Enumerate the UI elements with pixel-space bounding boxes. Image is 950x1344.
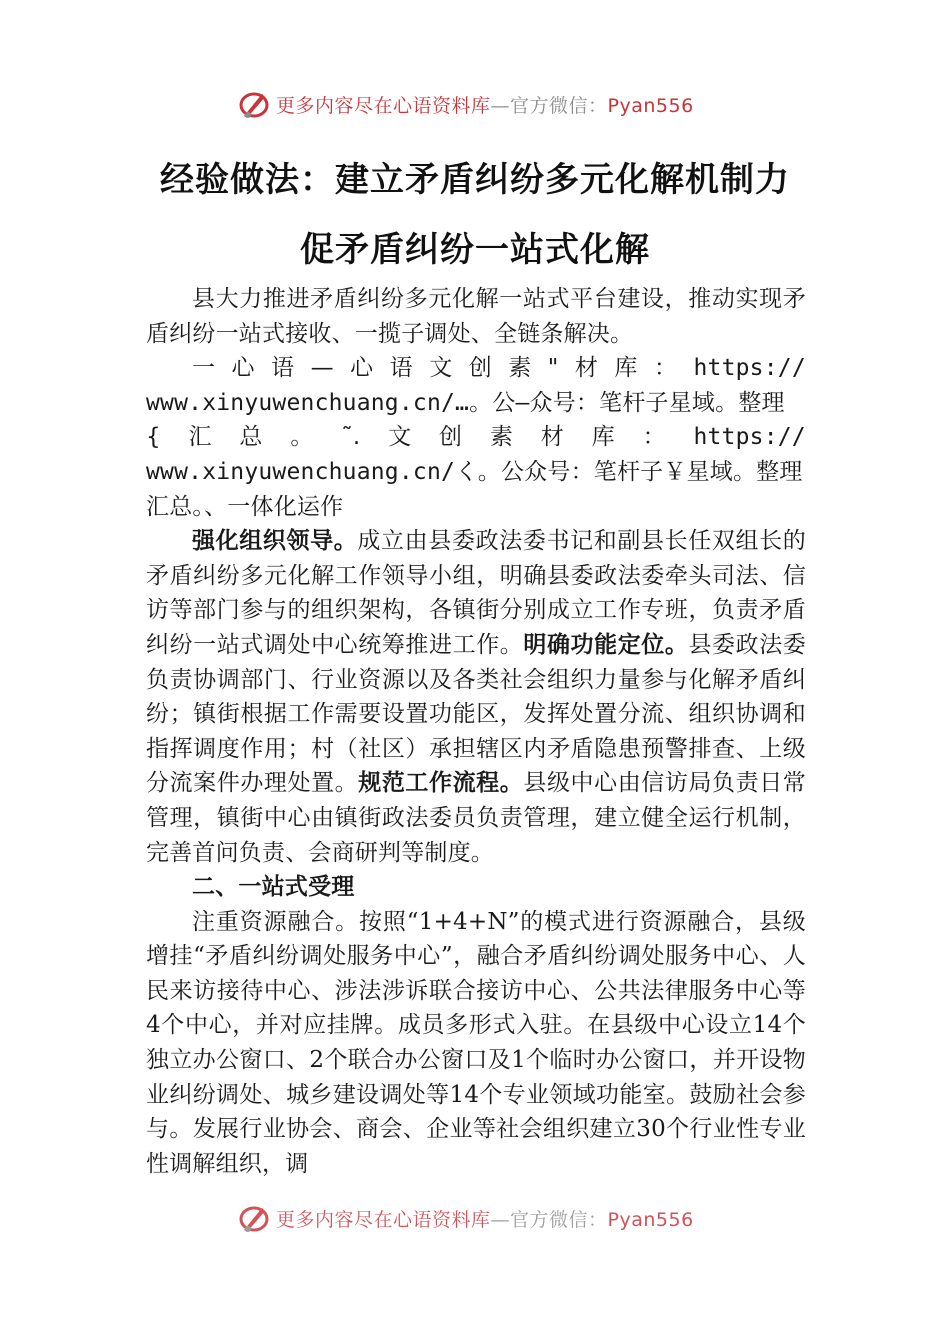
document-title-line2: 促矛盾纠纷一站式化解: [300, 230, 650, 270]
spread-char: 心: [350, 355, 374, 382]
spread-char: 一: [192, 355, 216, 382]
spread-char: 文: [388, 424, 412, 451]
noise-line-4: www.xinyuwenchuang.cn/く。公众号：笔杆子￥星域。整理: [146, 458, 803, 485]
spread-char: {: [146, 424, 161, 451]
spread-char: 库: [591, 424, 615, 451]
spread-char: 。: [290, 424, 314, 451]
section2-heading: 二、一站式受理: [192, 874, 355, 901]
spread-char: ˜.: [341, 424, 361, 451]
spread-char: 创: [439, 424, 463, 451]
spread-char: 语: [271, 355, 295, 382]
spread-char: https://: [693, 424, 806, 451]
spread-char: 心: [231, 355, 255, 382]
noise-line-1: [146, 351, 806, 386]
noise-line-3: [146, 420, 806, 455]
section2-paragraph: 注重资源融合。按照“1+4+N”的模式进行资源融合，县级增挂“矛盾纠纷调处服务中心”，融合矛盾纠纷调处服务中心、人民来访接待中心、涉法涉诉联合接访中心、公共法律服务中心等4个中心，并对应挂牌。成员多形式入驻。在县级中心设立14个独立办公窗口、2个联合办公窗口及1个临时办公窗口，并开设物业纠纷调处、城乡建设调处等14个专业领域功能室。鼓励社会参与。发展行业协会、商会、企业等社会组织建立30个行业性专业性调解组织，调: [146, 908, 806, 1177]
spread-char: https://: [693, 355, 806, 382]
spread-char: 创: [468, 355, 492, 382]
spread-char: 素: [508, 355, 532, 382]
spread-char: 语: [389, 355, 413, 382]
spread-char: —: [310, 355, 334, 382]
spread-char: 文: [429, 355, 453, 382]
spread-char: ：: [653, 355, 678, 382]
watermark-text: 更多内容尽在心语资料库—官方微信：Pyan556: [276, 94, 694, 117]
spread-char: 总: [239, 424, 263, 451]
watermark-header: [236, 84, 694, 124]
document-body: [146, 282, 806, 1181]
spread-char: 库: [614, 355, 638, 382]
spread-char: 汇: [188, 424, 212, 451]
section1-paragraph: 强化组织领导。成立由县委政法委书记和副县长任双组长的矛盾纠纷多元化解工作领导小组，明确县委政法委牵头司法、信访等部门参与的组织架构，各镇街分别成立工作专班，负责矛盾纠纷一站式调处中心统筹推进工作。明确功能定位。县委政法委负责协调部门、行业资源以及各类社会组织力量参与化解矛盾纠纷；镇街根据工作需要设置功能区，发挥处置分流、组织协调和指挥调度作用；村（社区）承担辖区内矛盾隐患预警排查、上级分流案件办理处置。规范工作流程。县级中心由信访局负责日常管理，镇街中心由镇街政法委员负责管理，建立健全运行机制，完善首问负责、会商研判等制度。: [146, 528, 807, 866]
spread-char: ：: [642, 424, 666, 451]
watermark-footer: [236, 1204, 694, 1240]
noise-line-2: www.xinyuwenchuang.cn/…。公—众号：笔杆子星域。整理: [146, 389, 785, 416]
document-title-line1: 经验做法：建立矛盾纠纷多元化解机制力: [160, 160, 790, 200]
brush-logo-icon: [236, 1204, 272, 1236]
section1-heading: 汇总。、一体化运作: [146, 493, 344, 520]
spread-char: 材: [574, 355, 599, 382]
intro-paragraph: 县大力推进矛盾纠纷多元化解一站式平台建设，推动实现矛盾纠纷一站式接收、一揽子调处、全链条解决。: [146, 286, 806, 347]
watermark-text: 更多内容尽在心语资料库—官方微信：Pyan556: [276, 1208, 694, 1231]
brush-logo-icon: [236, 86, 272, 122]
spread-char: 素: [489, 424, 514, 451]
spread-char: 材: [540, 424, 564, 451]
spread-char: ": [547, 355, 559, 382]
